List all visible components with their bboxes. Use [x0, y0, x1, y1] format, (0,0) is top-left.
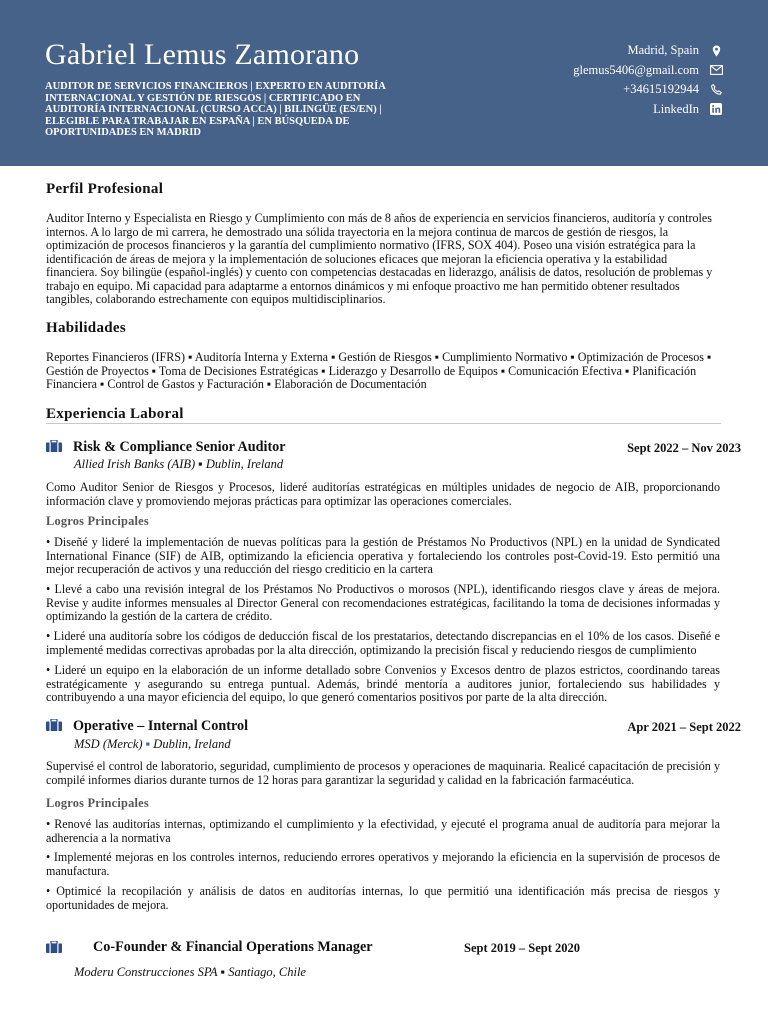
achievement-bullet: • Diseñé y lideré la implementación de nuevas políticas para la gestión de Préstamos No Productivos (NPL) en la unidad de Syndicated International Finance (SIF) de AIB, optimizando la eficiencia operativa y fortaleciendo los controles post-Covid-19. Esto permitió una mejor recuperación de activos y una reducción del riesgo crediticio en la cartera	[46, 535, 720, 576]
contact-phone[interactable]	[503, 80, 723, 100]
profile-text: Auditor Interno y Especialista en Riesgo y Cumplimiento con más de 8 años de experiencia en servicios financieros, auditoría y controles internos. A lo largo de mi carrera, he demostrado una sólida trayectoria en la mejora continua de marcos de gestión de riesgos, la optimización de procesos financieros y la garantía del cumplimiento normativo (IFRS, SOX 404). Poseo una visión estratégica para la identificación de áreas de mejora y la implementación de soluciones eficaces que mejoran la eficiencia operativa y la estabilidad financiera. Soy bilingüe (español-inglés) y cuento con competencias destacadas en liderazgo, análisis de datos, resolución de problemas y trabajo en equipo. Mi capacidad para adaptarme a entornos dinámicos y mi enfoque proactivo me han permitido obtener resultados tangibles, colaborando estrechamente con equipos multidisciplinarios.	[46, 211, 713, 306]
company-name: Allied Irish Banks (AIB)	[74, 457, 196, 471]
job-dates: Sept 2019 – Sept 2020	[464, 941, 580, 955]
job-organization: Moderu Construcciones SPA ▪ Santiago, Chile	[74, 965, 306, 979]
location-pin-icon	[709, 45, 723, 57]
candidate-tagline: AUDITOR DE SERVICIOS FINANCIEROS | EXPERTO EN AUDITORÍA INTERNACIONAL Y GESTIÓN DE RIESGOS | CERTIFICADO EN AUDITORÍA INTERNACIONAL (CURSO ACCA) | BILINGÜE (ES/EN) | ELEGIBLE PARA TRABAJAR EN ESPAÑA | EN BÚSQUEDA DE OPORTUNIDADES EN MADRID	[45, 81, 386, 139]
achievement-bullet: • Renové las auditorías internas, optimizando el cumplimiento y la efectividad, y ejecuté el programa anual de auditoría para mejorar la adherencia a la normativa	[46, 817, 720, 845]
skills-text: Reportes Financieros (IFRS) ▪ Auditoría Interna y Externa ▪ Gestión de Riesgos ▪ Cumplimiento Normativo ▪ Optimización de Procesos ▪ Gestión de Proyectos ▪ Toma de Decisiones Estratégicas ▪ Liderazgo y Desarrollo de Equipos ▪ Comunicación Efectiva ▪ Planificación Financiera ▪ Control de Gastos y Facturación ▪ Elaboración de Documentación	[46, 350, 712, 391]
resume-header	[0, 0, 768, 166]
phone-text[interactable]: +34615192944	[623, 82, 699, 97]
achievement-bullet: • Lideré una auditoría sobre los códigos de deducción fiscal de los prestatarios, detectando discrepancias en el 10% de los casos. Diseñé e implementé medidas correctivas aprobadas por la alta dirección, optimizando la precisión fiscal y reduciendo riesgos de cumplimiento	[46, 629, 720, 657]
achievement-bullet: • Optimicé la recopilación y análisis de datos en auditorías internas, lo que permitió una identificación más precisa de riesgos y oportunidades de mejora.	[46, 884, 720, 912]
contact-location	[503, 41, 723, 61]
company-location: Dublin, Ireland	[205, 457, 284, 471]
contact-linkedin[interactable]	[503, 100, 723, 120]
email-text[interactable]: glemus5406@gmail.com	[573, 62, 699, 77]
job-title: Risk & Compliance Senior Auditor	[73, 439, 286, 455]
achievements-heading: Logros Principales	[46, 796, 149, 810]
section-title-skills: Habilidades	[46, 320, 126, 336]
contact-block	[503, 41, 723, 119]
phone-icon	[709, 84, 723, 95]
job-dates: Apr 2021 – Sept 2022	[627, 720, 741, 734]
job-summary: Como Auditor Senior de Riesgos y Procesos, lideré auditorías estratégicas en múltiples unidades de negocio de AIB, proporcionando información clave y promoviendo mejoras prácticas para optimizar las operaciones comerciales.	[46, 480, 720, 508]
briefcase-icon	[46, 718, 62, 730]
company-location: Santiago, Chile	[228, 965, 306, 979]
job-title: Co-Founder & Financial Operations Manager	[93, 939, 373, 955]
company-location: Dublin, Ireland	[153, 737, 231, 751]
achievement-bullet: • Llevé a cabo una revisión integral de los Préstamos No Productivos o morosos (NPL), identificando riesgos clave y áreas de mejora. Revise y audite informes mensuales al Director General con recomendaciones estratégicas, facilitando la toma de decisiones informadas y optimizando la gestión de la cartera de crédito.	[46, 582, 720, 623]
achievements-heading: Logros Principales	[46, 514, 149, 528]
linkedin-icon	[709, 103, 723, 115]
section-title-experience: Experiencia Laboral	[46, 406, 184, 422]
job-organization: MSD (Merck) ▪ Dublin, Ireland	[74, 737, 231, 751]
section-title-profile: Perfil Profesional	[46, 181, 164, 197]
briefcase-icon	[46, 940, 62, 952]
achievement-bullet: • Lideré un equipo en la elaboración de un informe detallado sobre Convenios y Excesos dentro de plazos estrictos, coordinando tareas estratégicamente y asegurando su entrega puntual. Además, brindé mentoría a auditores junior, fortaleciendo sus habilidades y contribuyendo a una mayor eficiencia del equipo, lo que generó comentarios positivos por parte de la alta dirección.	[46, 663, 720, 704]
job-summary: Supervisé el control de laboratorio, seguridad, cumplimiento de procesos y operaciones de maquinaria. Realicé capacitación de precisión y compilé informes diarios durante turnos de 12 horas para garantizar la seguridad y calidad en la fabricación farmacéutica.	[46, 759, 720, 787]
job-title: Operative – Internal Control	[73, 718, 249, 734]
location-text: Madrid, Spain	[627, 43, 699, 58]
envelope-icon	[709, 65, 723, 75]
candidate-name: Gabriel Lemus Zamorano	[45, 38, 360, 71]
contact-email[interactable]	[503, 61, 723, 81]
briefcase-icon	[46, 439, 62, 451]
job-dates: Sept 2022 – Nov 2023	[627, 441, 741, 455]
achievement-bullet: • Implementé mejoras en los controles internos, reduciendo errores operativos y mejorando la eficiencia en la supervisión de procesos de manufactura.	[46, 850, 720, 878]
section-divider	[46, 423, 721, 424]
company-name: Moderu Construcciones SPA	[74, 965, 218, 979]
linkedin-text[interactable]: LinkedIn	[653, 101, 699, 116]
job-organization: Allied Irish Banks (AIB) ▪ Dublin, Ireland	[74, 457, 284, 471]
company-name: MSD (Merck)	[74, 737, 143, 751]
